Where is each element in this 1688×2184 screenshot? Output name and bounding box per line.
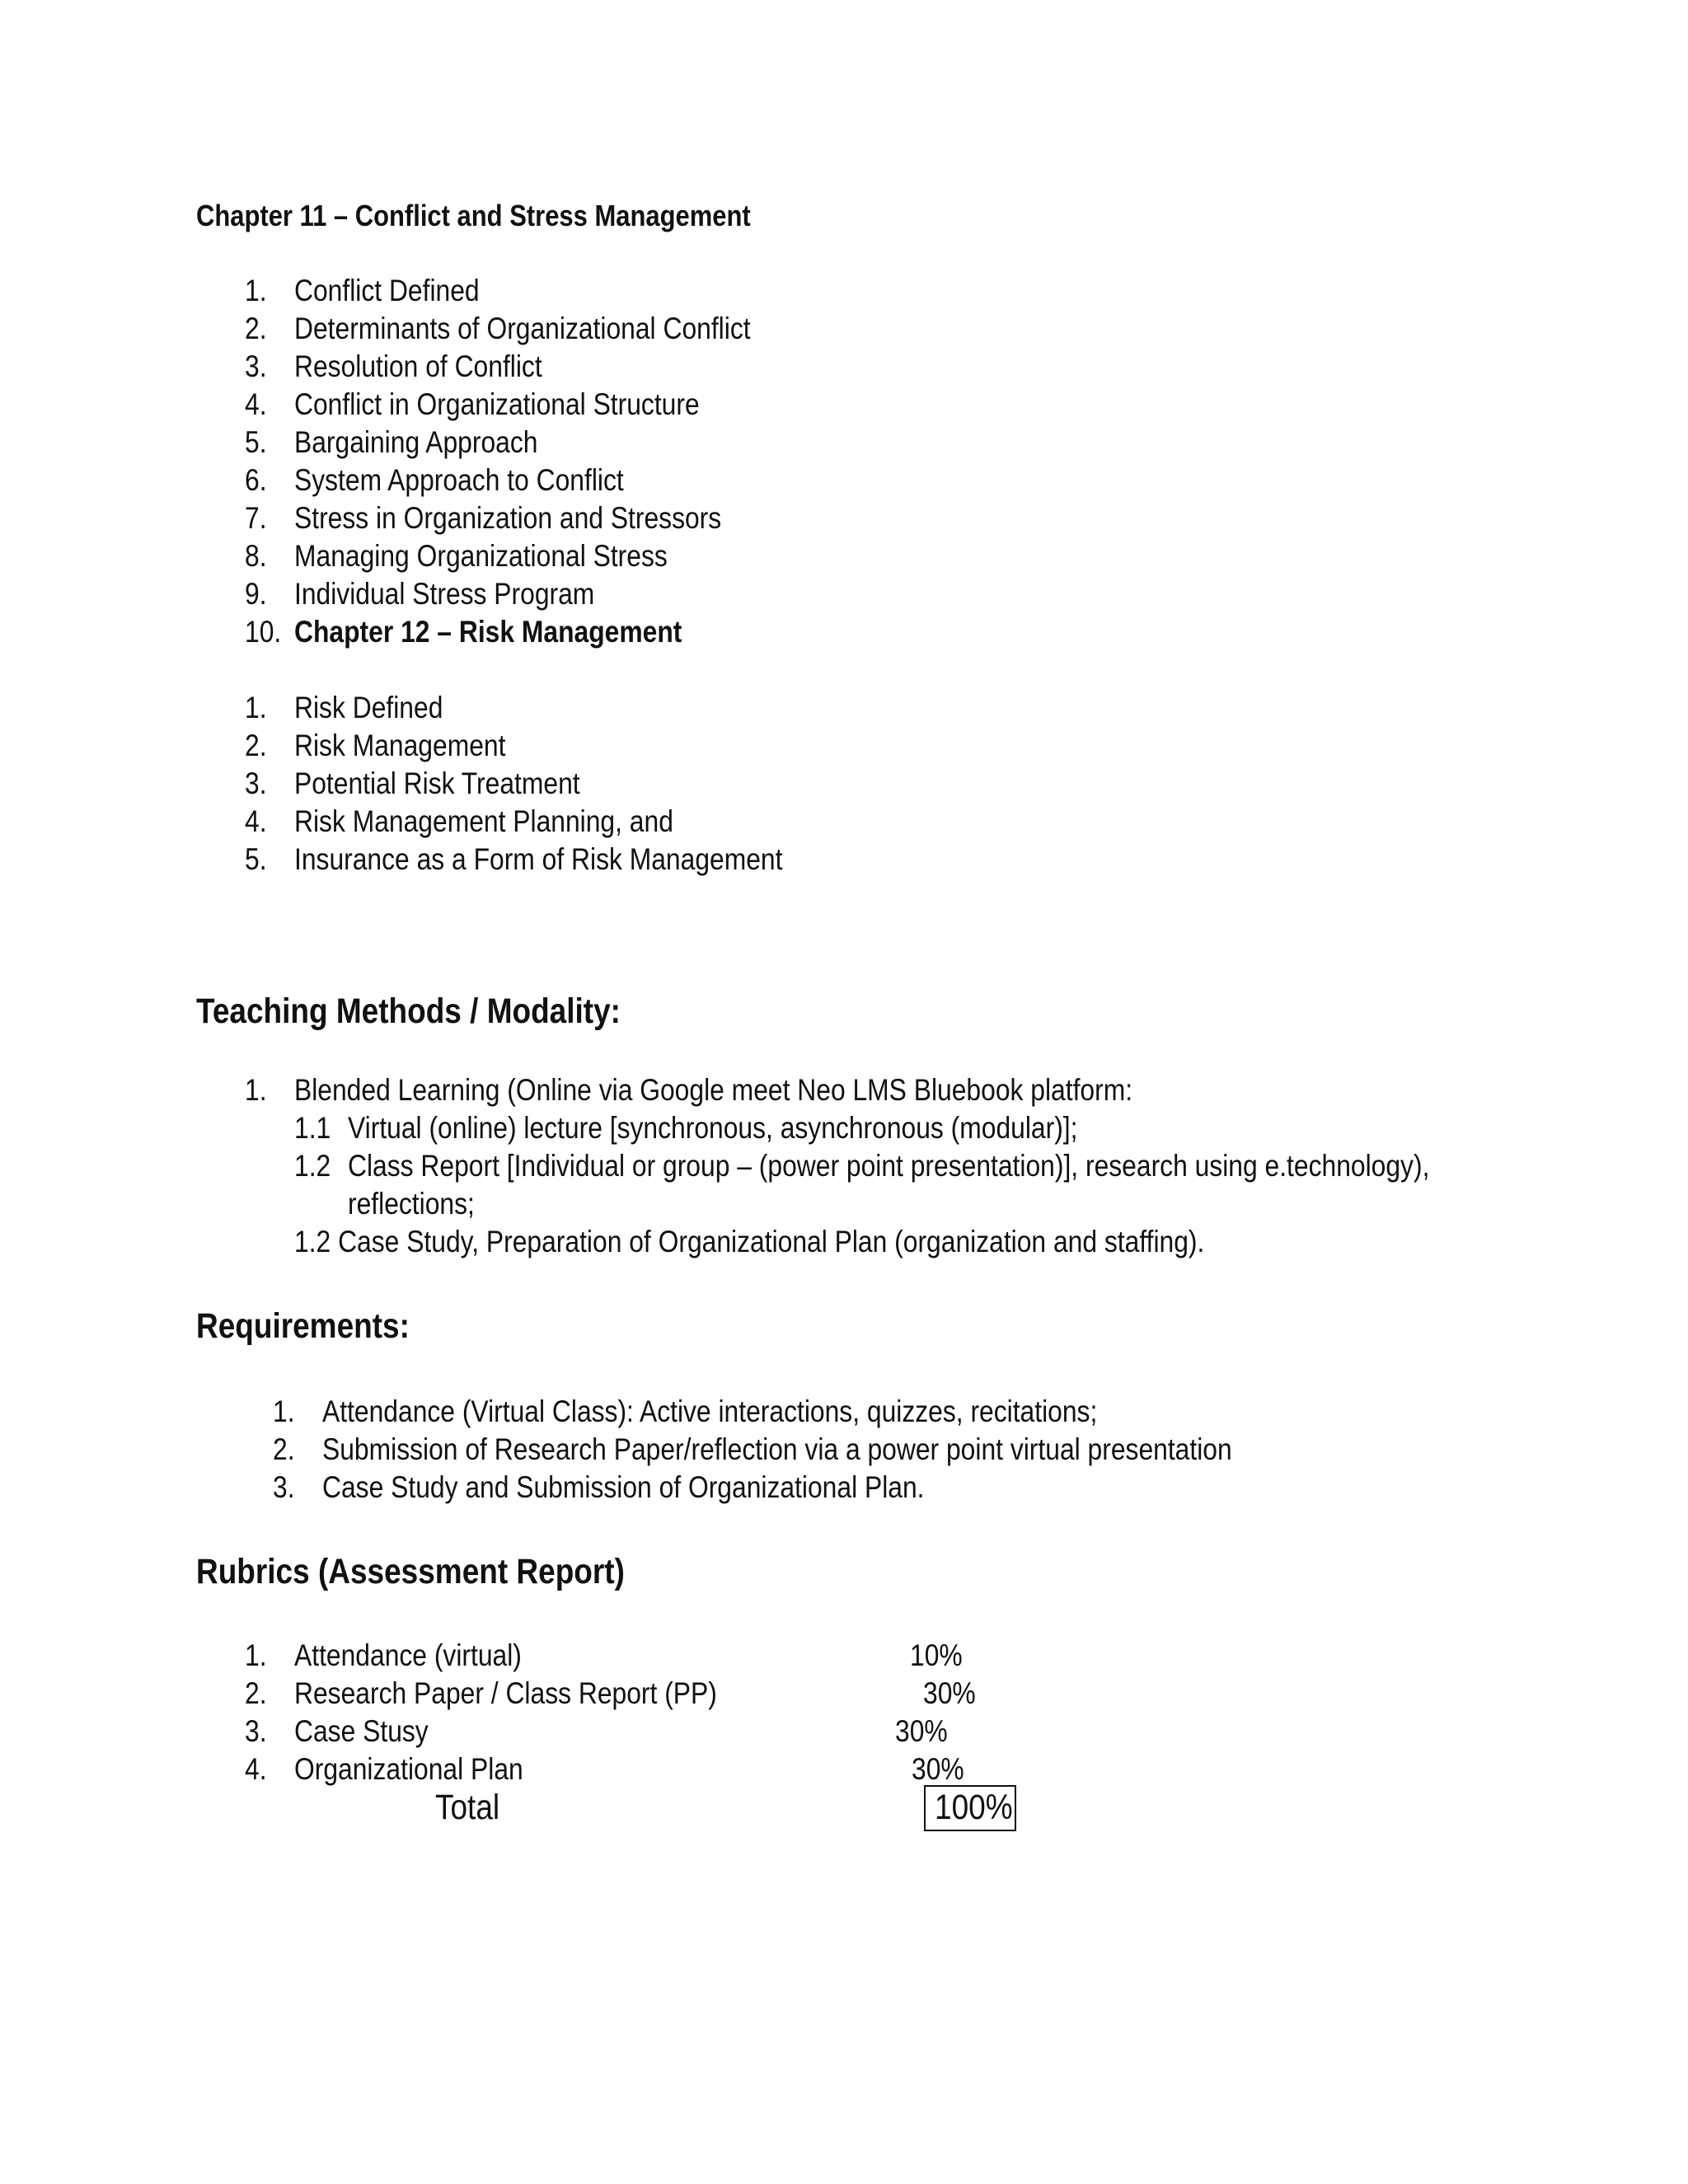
list-item-number: 10.	[245, 615, 282, 649]
list-item: Case Study and Submission of Organizational Plan.	[322, 1470, 925, 1504]
list-item: Blended Learning (Online via Google meet Neo LMS Bluebook platform:	[294, 1073, 1133, 1107]
rubric-number: 1.	[245, 1638, 267, 1672]
list-item: Resolution of Conflict	[294, 349, 542, 383]
list-item: Managing Organizational Stress	[294, 539, 668, 573]
list-item: Attendance (Virtual Class): Active interactions, quizzes, recitations;	[322, 1394, 1098, 1428]
sub-item: Virtual (online) lecture [synchronous, asynchronous (modular)];	[348, 1111, 1078, 1145]
sub-item-number: 1.2	[294, 1149, 331, 1183]
list-item-number: 6.	[245, 463, 267, 497]
list-item: Risk Management Planning, and	[294, 804, 673, 838]
list-item-number: 2.	[273, 1432, 295, 1466]
rubric-label: Organizational Plan	[294, 1752, 523, 1786]
list-item-number: 1.	[245, 274, 267, 307]
chapter-12-heading: Chapter 12 – Risk Management	[294, 615, 682, 649]
list-item: Risk Management	[294, 729, 506, 762]
list-item-number: 4.	[245, 387, 267, 421]
list-item-number: 3.	[245, 349, 267, 383]
list-item: Determinants of Organizational Conflict	[294, 312, 751, 345]
list-item-number: 5.	[245, 425, 267, 459]
list-item-number: 2.	[245, 312, 267, 345]
rubric-label: Attendance (virtual)	[294, 1638, 522, 1672]
rubric-label: Case Stusy	[294, 1714, 429, 1748]
list-item-number: 7.	[245, 501, 267, 535]
list-item: Bargaining Approach	[294, 425, 538, 459]
rubric-label: Research Paper / Class Report (PP)	[294, 1676, 717, 1710]
list-item: Conflict Defined	[294, 274, 480, 307]
list-item-number: 9.	[245, 577, 267, 611]
list-item-number: 1.	[245, 1073, 267, 1107]
list-item: Insurance as a Form of Risk Management	[294, 842, 783, 876]
rubrics-heading: Rubrics (Assessment Report)	[196, 1552, 625, 1591]
list-item-number: 4.	[245, 804, 267, 838]
list-item: Submission of Research Paper/reflection via a power point virtual presentation	[322, 1432, 1232, 1466]
list-item-number: 3.	[273, 1470, 295, 1504]
rubric-number: 3.	[245, 1714, 267, 1748]
sub-item: Class Report [Individual or group – (power point presentation)], research using e.technology),	[348, 1149, 1430, 1183]
rubric-percent: 30%	[895, 1714, 948, 1748]
rubric-total-label: Total	[435, 1788, 500, 1827]
requirements-heading: Requirements:	[196, 1306, 410, 1346]
sub-item-number: 1.1	[294, 1111, 331, 1145]
rubric-total-value: 100%	[935, 1788, 1013, 1827]
sub-item: 1.2 Case Study, Preparation of Organizational Plan (organization and staffing).	[294, 1225, 1205, 1258]
chapter-11-heading: Chapter 11 – Conflict and Stress Management	[196, 199, 751, 232]
list-item-number: 1.	[273, 1394, 295, 1428]
rubric-number: 2.	[245, 1676, 267, 1710]
list-item: Individual Stress Program	[294, 577, 595, 611]
list-item: Conflict in Organizational Structure	[294, 387, 700, 421]
rubric-percent: 30%	[912, 1752, 964, 1786]
teaching-methods-heading: Teaching Methods / Modality:	[196, 991, 621, 1031]
list-item: Risk Defined	[294, 691, 443, 724]
sub-item-continuation: reflections;	[348, 1187, 475, 1221]
list-item-number: 2.	[245, 729, 267, 762]
list-item: Potential Risk Treatment	[294, 766, 580, 800]
rubric-number: 4.	[245, 1752, 267, 1786]
list-item-number: 8.	[245, 539, 267, 573]
list-item-number: 1.	[245, 691, 267, 724]
list-item-number: 5.	[245, 842, 267, 876]
rubric-percent: 30%	[923, 1676, 976, 1710]
list-item-number: 3.	[245, 766, 267, 800]
list-item: Stress in Organization and Stressors	[294, 501, 722, 535]
rubric-percent: 10%	[910, 1638, 963, 1672]
list-item: System Approach to Conflict	[294, 463, 624, 497]
